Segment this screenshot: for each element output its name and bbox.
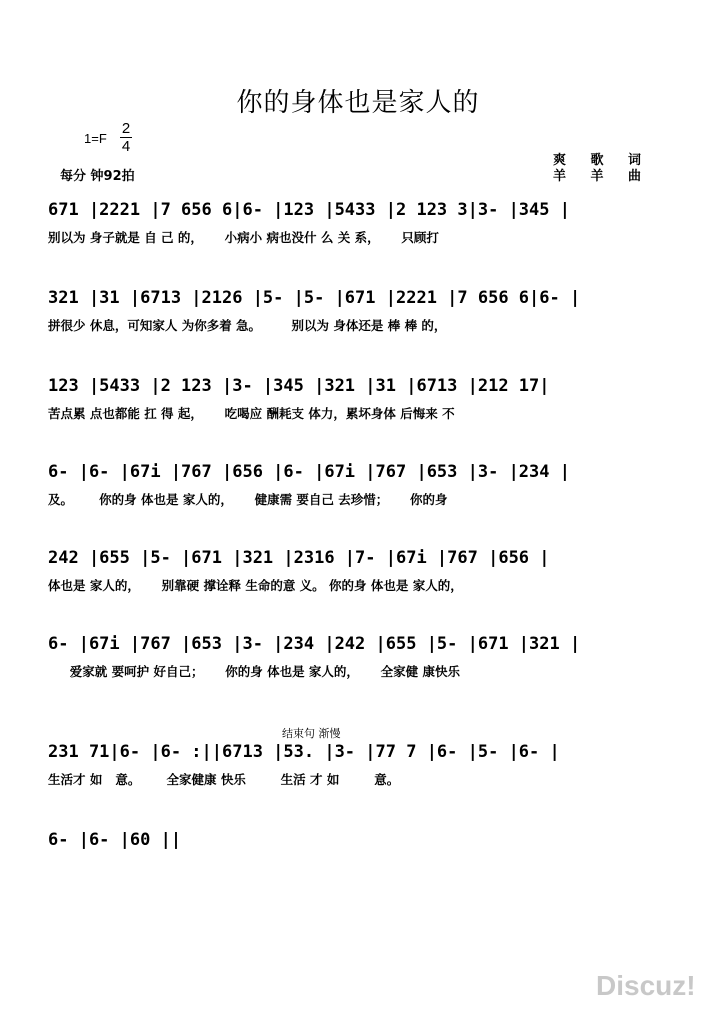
notation-line: 6- |6- |67i |767 |656 |6- |67i |767 |653 |3- |234 | (48, 462, 570, 482)
notation-line: 671 |2221 |7 656 6|6- |123 |5433 |2 123 3|3- |345 | (48, 200, 570, 220)
time-signature (120, 121, 132, 154)
lyrics-line: 生活才 如 意。 全家健康 快乐 生活 才 如 意。 (48, 772, 400, 787)
lyrics-line: 体也是 家人的， 别靠硬 撑诠释 生命的意 义。 你的身 体也是 家人的， (48, 578, 463, 593)
key-signature: 1=F (84, 131, 107, 146)
lyrics-line: 拼很少 休息，可知家人 为你多着 急。 别以为 身体还是 棒 棒 的， (48, 318, 447, 333)
lyrics-line: 爱家就 要呵护 好自己； 你的身 体也是 家人的， 全家健 康快乐 (48, 664, 461, 679)
notation-line: 231 71|6- |6- :||6713 |53. |3- |77 7 |6- |5- |6- | (48, 742, 560, 762)
notation-line: 6- |6- |60 || (48, 830, 182, 850)
score-system-6 (0, 632, 716, 712)
score-system-2 (0, 286, 716, 366)
song-title: 你的身体也是家人的 (236, 88, 480, 118)
score-system-5 (0, 546, 716, 626)
composer-credit: 羊 羊 曲 (553, 169, 652, 184)
score-system-8 (0, 828, 716, 908)
score-system-7 (0, 727, 716, 820)
notation-line: 6- |67i |767 |653 |3- |234 |242 |655 |5- |671 |321 | (48, 634, 581, 654)
site-watermark: Discuz! (596, 970, 696, 1001)
notation-line: 242 |655 |5- |671 |321 |2316 |7- |67i |767 |656 | (48, 548, 550, 568)
lyrics-line: 及。 你的身 体也是 家人的， 健康需 要自己 去珍惜； 你的身 (48, 492, 448, 507)
score-system-1 (0, 198, 716, 278)
notation-line: 123 |5433 |2 123 |3- |345 |321 |31 |6713 |212 17| (48, 376, 550, 396)
score-system-4 (0, 460, 716, 540)
time-signature-top: 2 (121, 120, 131, 137)
lyrics-line: 苦点累 点也都能 扛 得 起， 吃喝应 酬耗支 体力，累坏身体 后悔来 不 (48, 406, 455, 421)
lyrics-line: 别以为 身子就是 自 己 的， 小病小 病也没什 么 关 系， 只顾打 (48, 230, 439, 245)
tempo-annotation: 结束句 渐慢 (282, 727, 341, 740)
lyricist-credit: 爽 歌 词 (553, 153, 652, 168)
time-signature-bottom: 4 (121, 138, 131, 155)
score-system-3 (0, 374, 716, 454)
tempo-marking: 每分 钟92拍 (60, 169, 135, 184)
notation-line: 321 |31 |6713 |2126 |5- |5- |671 |2221 |7 656 6|6- | (48, 288, 581, 308)
